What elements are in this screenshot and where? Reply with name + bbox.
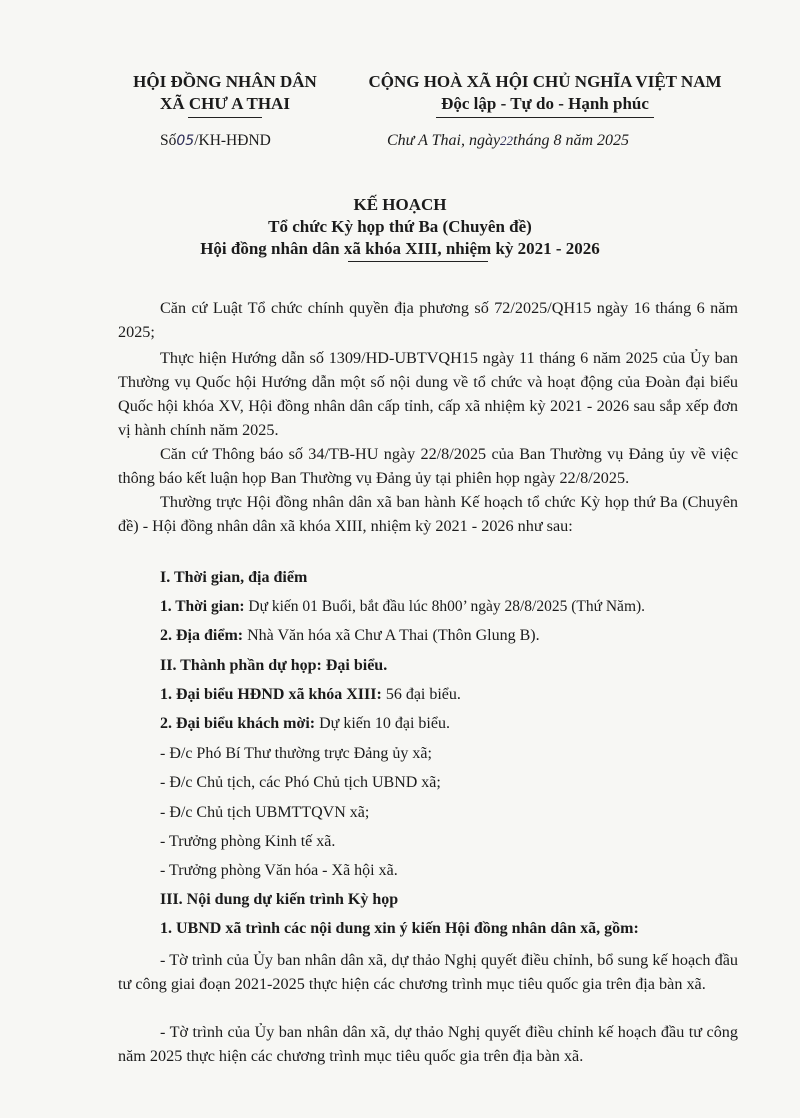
guest-list-item: - Trưởng phòng Kinh tế xã.	[160, 833, 336, 850]
guest-list-item: - Đ/c Phó Bí Thư thường trực Đảng ủy xã;	[160, 745, 432, 762]
nation-name: CỘNG HOÀ XÃ HỘI CHỦ NGHĨA VIỆT NAM	[368, 72, 722, 91]
title-underline	[348, 261, 488, 262]
basis-paragraph-1: Căn cứ Luật Tổ chức chính quyền địa phương số 72/2025/QH15 ngày 16 tháng 6 năm 2025;	[118, 299, 738, 341]
section-1-heading: I. Thời gian, địa điểm	[160, 569, 308, 586]
document-subtitle-1: Tổ chức Kỳ họp thứ Ba (Chuyên đề)	[268, 217, 532, 236]
org-underline	[188, 117, 262, 118]
date-suffix: tháng 8 năm 2025	[513, 132, 630, 149]
basis-paragraph-3: Căn cứ Thông báo số 34/TB-HU ngày 22/8/2025 của Ban Thường vụ Đảng ủy về việc thông báo kết luận họp Ban Thường vụ Đảng ủy tại phiên họp ngày 22/8/2025.	[118, 445, 738, 487]
org-name-line2: XÃ CHƯ A THAI	[160, 94, 290, 113]
date-prefix: Chư A Thai, ngày	[387, 132, 501, 149]
guest-list-item: - Đ/c Chủ tịch, các Phó Chủ tịch UBND xã;	[160, 774, 441, 791]
doc-number	[160, 132, 271, 150]
section-2-item-1: 1. Đại biểu HĐND xã khóa XIII: 56 đại biểu.	[160, 686, 461, 703]
doc-number-suffix: /KH-HĐND	[194, 132, 271, 149]
guest-list-item: - Đ/c Chủ tịch UBMTTQVN xã;	[160, 804, 370, 821]
issue-date	[387, 132, 629, 150]
section-3-item-2: - Tờ trình của Ủy ban nhân dân xã, dự thảo Nghị quyết điều chỉnh kế hoạch đầu tư công năm 2025 thực hiện các chương trình mục tiêu quốc gia trên địa bàn xã.	[118, 1023, 738, 1065]
doc-number-handwritten: 05	[176, 133, 195, 149]
section-3-item-1: - Tờ trình của Ủy ban nhân dân xã, dự thảo Nghị quyết điều chỉnh, bổ sung kế hoạch đầu tư công giai đoạn 2021-2025 thực hiện các chương trình mục tiêu quốc gia trên địa bàn xã.	[118, 951, 738, 993]
section-1-time: 1. Thời gian: Dự kiến 01 Buổi, bắt đầu lúc 8h00’ ngày 28/8/2025 (Thứ Năm).	[160, 598, 646, 615]
doc-number-prefix: Số	[160, 132, 177, 149]
guest-list-item: - Trưởng phòng Văn hóa - Xã hội xã.	[160, 862, 398, 879]
document-title: KẾ HOẠCH	[353, 195, 447, 214]
date-day-handwritten: 22	[500, 133, 514, 148]
motto-underline	[436, 117, 654, 118]
section-3-subheading: 1. UBND xã trình các nội dung xin ý kiến Hội đồng nhân dân xã, gồm:	[160, 920, 639, 937]
basis-paragraph-2: Thực hiện Hướng dẫn số 1309/HD-UBTVQH15 ngày 11 tháng 6 năm 2025 của Ủy ban Thường vụ Quốc hội Hướng dẫn một số nội dung về tổ chức và hoạt động của Đoàn đại biểu Quốc hội khóa XV, Hội đồng nhân dân cấp tỉnh, cấp xã nhiệm kỳ 2021 - 2026 sau sắp xếp đơn vị hành chính năm 2025.	[118, 349, 738, 439]
section-2-item-2: 2. Đại biểu khách mời: Dự kiến 10 đại biểu.	[160, 715, 450, 732]
section-2-heading: II. Thành phần dự họp: Đại biểu.	[160, 657, 388, 674]
section-3-heading: III. Nội dung dự kiến trình Kỳ họp	[160, 891, 399, 908]
nation-motto: Độc lập - Tự do - Hạnh phúc	[441, 94, 649, 113]
document-subtitle-2: Hội đồng nhân dân xã khóa XIII, nhiệm kỳ 2021 - 2026	[200, 239, 600, 258]
org-name-line1: HỘI ĐỒNG NHÂN DÂN	[133, 72, 317, 91]
section-1-place: 2. Địa điểm: Nhà Văn hóa xã Chư A Thai (Thôn Glung B).	[160, 627, 540, 644]
intro-paragraph: Thường trực Hội đồng nhân dân xã ban hành Kế hoạch tổ chức Kỳ họp thứ Ba (Chuyên đề) - Hội đồng nhân dân xã khóa XIII, nhiệm kỳ 2021 - 2026 như sau:	[118, 493, 738, 535]
